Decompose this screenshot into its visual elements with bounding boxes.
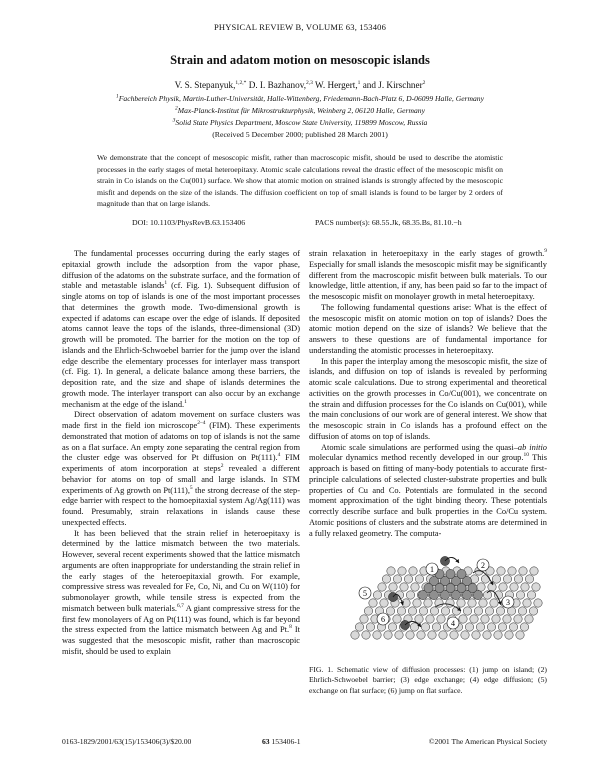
substrate-atom [409,567,417,575]
substrate-atom [410,623,418,631]
text-run: FIM experiments of atom incorporation at steps [62,453,300,473]
substrate-atom [492,615,500,623]
affiliation-3-text: Solid State Physics Department, Moscow State University, 119899 Moscow, Russia [175,118,428,127]
figure-1-schematic [335,535,550,645]
substrate-atom [492,575,500,583]
paragraph [62,410,300,528]
substrate-atom [523,599,531,607]
substrate-atom [465,623,473,631]
svg-text:1: 1 [430,565,434,574]
substrate-atom [386,607,394,615]
substrate-atom [432,623,440,631]
substrate-atom [388,623,396,631]
process-label-6 [377,613,389,625]
text-run: A giant compressive stress for the first few monolayers of Ag on Pt(111) was found, which is far beyond the stress expected from the lattice mismatch between Ag and Pt. [62,603,300,635]
substrate-atom [483,631,491,639]
substrate-atom [408,607,416,615]
substrate-atom [532,583,540,591]
substrate-atom [476,623,484,631]
substrate-atom [520,623,528,631]
substrate-atom [477,583,485,591]
substrate-atom [514,615,522,623]
substrate-atom [459,615,467,623]
substrate-atom [426,615,434,623]
substrate-atom [406,631,414,639]
text-run: molecular dynamics method recently developed in our group. [309,453,524,463]
substrate-atom [457,599,465,607]
affiliation-1-number: 1 [116,93,119,100]
substrate-atom [481,615,489,623]
process-label-2 [477,559,489,571]
substrate-atom [355,623,363,631]
substrate-atom [424,599,432,607]
author-2: D. I. Bazhanov, [246,80,307,90]
substrate-atom [472,631,480,639]
substrate-atom [516,631,524,639]
substrate-atom [400,583,408,591]
substrate-atom [428,631,436,639]
text-run: This approach is based on fitting of many-body potentials to accurate first-principle calculations of selected cluster-substrate properties and bulk properties of Cu and Co. Potentials are formulated in the second moment approximation of the tight binding theory. These potentials correctly describe surface and bulk properties in the Co/Cu system. Atomic positions of clusters and the substrate atoms are determined in a fully relaxed geometry. The computa- [309,453,547,538]
process-label-4 [447,617,459,629]
substrate-atom [503,575,511,583]
substrate-atom [415,575,423,583]
text-run: Direct observation of adatom movement on surface clusters was made first in the field ion microscope [62,410,300,430]
text-run-italic: ab initio [517,442,547,452]
substrate-atom [518,607,526,615]
substrate-atom [498,623,506,631]
affiliation-3-number: 3 [172,117,176,124]
affiliation-2-text: Max-Planck-Institut für Mikrostrukturphysik, Weinberg 2, 06120 Halle, Germany [177,106,425,115]
substrate-atom [362,631,370,639]
substrate-atom [378,583,386,591]
substrate-atom [508,567,516,575]
text-run: Atomic scale simulations are performed using the quasi– [321,442,518,452]
substrate-atom [514,575,522,583]
substrate-atom [490,599,498,607]
reference-marker[interactable]: 9 [544,248,547,255]
substrate-atom [360,615,368,623]
author-4-affil: 2 [422,79,426,86]
substrate-atom [437,615,445,623]
substrate-atom [389,583,397,591]
reference-marker[interactable]: 8 [289,624,292,631]
substrate-atom [525,575,533,583]
substrate-atom [474,607,482,615]
substrate-atom [406,591,414,599]
substrate-atom [380,599,388,607]
paragraph [309,443,547,540]
substrate-atom [369,599,377,607]
author-3-affil: 1 [357,79,361,86]
text-run: It has been believed that the strain relief in heteroepitaxy is determined by the lattice mismatch between the two materials. However, several recent experiments showed that the lattice mismatch arguments are often inappropriate for understanding the strain relief in the early stages of the heteroepitaxial growth. For example, compressive stress was revealed for Fe, Co, Ni, and Cu on W(110) for submonolayer growth, while tensile stress is expected from the mismatch between bulk materials. [62,528,300,613]
substrate-atom [509,623,517,631]
paragraph [309,249,547,303]
affiliation-3 [0,118,600,127]
substrate-atom [417,631,425,639]
reference-marker[interactable]: 5 [189,484,193,491]
received-dates: (Received 5 December 2000; published 28 March 2001) [212,130,388,139]
text-run: (FIM). These experiments demonstrated that motion of adatoms on top of islands is not the same as on a flat surface. An empty zone separating the central region from the cluster edge was observed for Pt diffusion on Pt(111). [62,421,300,463]
affiliation-2 [0,106,600,115]
paragraph [62,529,300,658]
substrate-atom [415,615,423,623]
text-run: revealed a different behavior for atoms on top of small and large islands. In STM experiments of Ag growth on Pt(111), [62,464,300,495]
substrate-atom [529,607,537,615]
substrate-atom [468,599,476,607]
footer-issn: 0163-1829/2001/63(15)/153406(3)/$20.00 [62,737,192,746]
substrate-atom [387,567,395,575]
footer-volume: 63 [262,737,270,746]
paragraph [62,249,300,410]
substrate-atom [373,631,381,639]
substrate-atom [481,575,489,583]
svg-text:3: 3 [506,598,510,607]
abstract: We demonstrate that the concept of mesoscopic misfit, rather than macroscopic misfit, should be used to describe the atomistic processes in the early stages of metal heteroepitaxy. Atomic scale calculations reveal the drastic effect of the mesoscopic misfit on strain in Co islands on the Cu(001) surface. We show that atomic motion on strained islands is strongly affected by the mesoscopic misfit and depends on the size of the islands. The diffusion coefficient on top of small islands is found to be larger by 2 orders of magnitude than that on large islands. [97,153,503,209]
paper-title: Strain and adatom motion on mesoscopic islands [170,53,430,67]
substrate-atom [463,607,471,615]
footer-copyright: ©2001 The American Physical Society [428,737,547,746]
author-3: W. Hergert, [312,80,358,90]
svg-text:2: 2 [481,561,485,570]
paragraph: In this paper the interplay among the mesoscopic misfit, the size of islands, and diffusion on top of islands is revealed by performing atomic scale calculations. Due to strong experimental and theoretical activities on the growth processes in Co/Cu(001), we concentrate on the strain and diffusion processes for the Co islands on Cu(001), while the main conclusions of our work are of general interest. We show that the mesoscopic strain in Co islands has a profound effect on the diffusion of atoms on top of islands. [309,356,547,441]
reference-marker[interactable]: 1 [164,280,168,287]
island-atom [446,569,455,578]
svg-text:4: 4 [451,619,455,628]
figure-1-caption: FIG. 1. Schematic view of diffusion processes: (1) jump on island; (2) Ehrlich-Schwoebel barrier; (3) edge exchange; (4) edge diffusion; (5) exchange on flat surface; (6) jump on flat surface. [309,665,547,695]
substrate-atom [521,583,529,591]
island-atom [457,569,466,578]
reference-marker[interactable]: 1 [184,398,187,405]
author-list [0,80,600,90]
reference-marker[interactable]: 6,7 [177,602,184,609]
substrate-atom [404,575,412,583]
substrate-atom [364,607,372,615]
substrate-atom [499,583,507,591]
doi[interactable]: DOI: 10.1103/PhysRevB.63.153406 [132,218,246,227]
affiliation-2-number: 2 [175,105,178,112]
affiliation-1 [0,94,600,103]
substrate-atom [534,599,542,607]
author-1: V. S. Stepanyuk, [174,80,236,90]
reference-marker[interactable]: 2 [220,463,224,470]
substrate-atom [530,567,538,575]
substrate-atom [411,583,419,591]
footer-article-page: 153406-1 [269,737,301,746]
substrate-atom [497,567,505,575]
substrate-atom [479,599,487,607]
substrate-atom [485,607,493,615]
substrate-atom [430,607,438,615]
substrate-atom [351,631,359,639]
affiliation-1-text: Fachbereich Physik, Martin-Luther-Universität, Halle-Wittenberg, Friedemann-Bach-Platz 6, D-06099 Halle, Germany [118,94,484,103]
author-4: and J. Kirschner [360,80,423,90]
substrate-atom [525,615,533,623]
substrate-atom [516,591,524,599]
body-column-left [62,249,300,658]
substrate-atom [494,631,502,639]
substrate-atom [382,575,390,583]
svg-text:5: 5 [363,589,367,598]
substrate-atom [395,631,403,639]
reference-marker[interactable]: 2–4 [197,420,206,427]
substrate-atom [505,631,513,639]
author-1-affil: 1,2,* [235,79,247,86]
paragraph: The following fundamental questions arise: What is the effect of the mesoscopic misfit on atomic motion on top of islands? Does the atomic motion depend on the size of islands? We believe that the answers to these questions are of fundamental importance for understanding the atomistic processes in heteroepitaxy. [309,302,547,355]
substrate-atom [439,631,447,639]
substrate-atom [450,631,458,639]
substrate-atom [393,575,401,583]
substrate-atom [487,623,495,631]
substrate-atom [393,615,401,623]
reference-marker[interactable]: 4 [277,452,281,459]
substrate-atom [519,567,527,575]
substrate-atom [441,607,449,615]
substrate-atom [384,631,392,639]
substrate-atom [461,631,469,639]
substrate-atom [398,567,406,575]
substrate-atom [366,623,374,631]
pacs-numbers: PACS number(s): 68.55.Jk, 68.35.Bs, 81.10.−h [315,218,462,227]
text-run: Especially for small islands the mesoscopic misfit may be significantly different from the macroscopic misfit between bulk materials. To our knowledge, little attention, if any, has been paid so far to the impact of the mesoscopic misfit on monolayer growth in metal heteroepitaxy. [309,259,547,301]
process-label-3 [502,596,514,608]
text-run: strain relaxation in heteroepitaxy in the early stages of growth. [309,249,545,258]
substrate-atom [470,615,478,623]
text-run: the strong decrease of the step-edge barrier with respect to the homoepitaxial system Ag/Ag(111) was found. Presumably, strain relaxations in islands cause these unexpected effects. [62,485,300,527]
substrate-atom [397,607,405,615]
substrate-atom [527,591,535,599]
substrate-atom [421,623,429,631]
substrate-atom [510,583,518,591]
svg-text:6: 6 [381,615,385,624]
process-label-5 [359,587,371,599]
text-run: It was suggested that the mesoscopic misfit, rather than macroscopic misfit, should be used to explain [62,625,300,656]
substrate-atom [413,599,421,607]
text-run: (cf. Fig. 1). Subsequent diffusion of single atoms on top of islands is one of the most important processes that determines the growth mode. Two-dimensional growth is expected if adatoms can escape over the edge of islands. If deposited atoms cannot leave the tops of the islands, three-dimensional (3D) growth will be promoted. The barrier for the motion on the top of islands and the Ehrlich-Schwoebel barrier for the jump over the island edge describe the elementary processes for interlayer mass transport (cf. Fig. 1). In general, a delicate balance among these barriers, the deposition rate, and the size and shape of islands determines the growth mode. The interlayer transport can also occur by an exchange mechanism at the edge of the island. [62,281,300,409]
substrate-atom [503,615,511,623]
substrate-atom [496,607,504,615]
substrate-atom [419,607,427,615]
running-head: PHYSICAL REVIEW B, VOLUME 63, 153406 [213,22,387,32]
process-label-1 [426,563,438,575]
reference-marker[interactable]: 10 [523,452,529,459]
text-run: The fundamental processes occurring during the early stages of epitaxial growth include the adsorption from the vapor phase, diffusion of the adatoms on the substrate surface, and the formation of stable and metastable islands [62,249,300,291]
author-2-affil: 2,3 [306,79,313,86]
footer-page-number [262,737,301,746]
body-column-right [309,249,547,539]
substrate-atom [373,591,381,599]
